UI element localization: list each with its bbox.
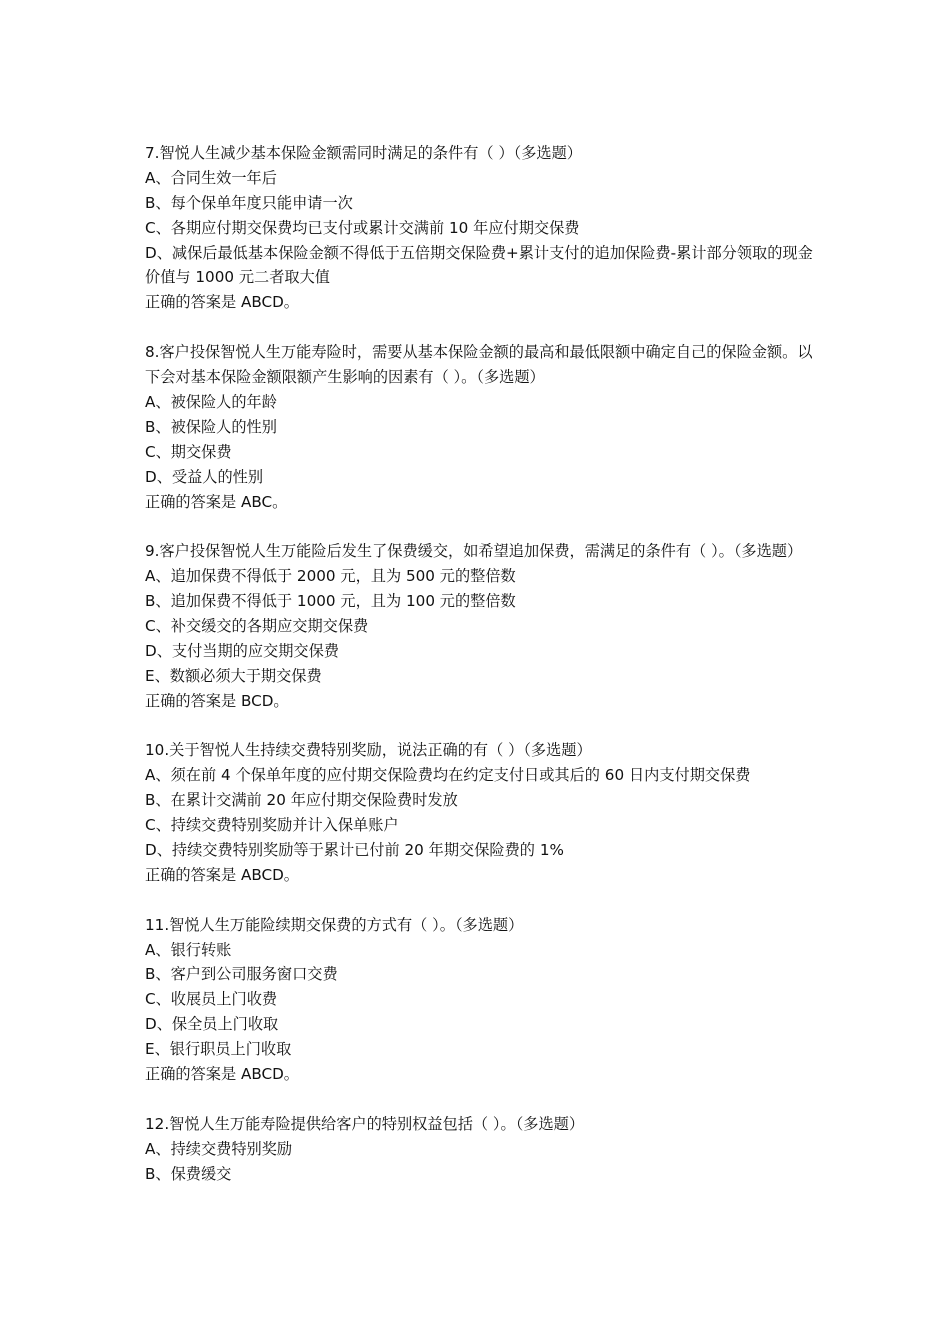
question-stem: 9.客户投保智悦人生万能险后发生了保费缓交，如希望追加保费，需满足的条件有（ ）。（多选题） bbox=[145, 542, 803, 561]
answer-line: 正确的答案是 BCD。 bbox=[145, 691, 289, 710]
question-stem: 10.关于智悦人生持续交费特别奖励，说法正确的有（ ）（多选题） bbox=[145, 741, 592, 760]
option-d: D、保全员上门收取 bbox=[145, 1015, 279, 1034]
option-b: B、在累计交满前 20 年应付期交保险费时发放 bbox=[145, 791, 458, 810]
answer-line: 正确的答案是 ABCD。 bbox=[145, 293, 299, 312]
option-a: A、须在前 4 个保单年度的应付期交保险费均在约定支付日或其后的 60 日内支付期交保费 bbox=[145, 766, 751, 785]
option-e: E、数额必须大于期交保费 bbox=[145, 666, 322, 685]
option-d: D、减保后最低基本保险金额不得低于五倍期交保险费+累计支付的追加保险费-累计部分领取的现金价值与 1000 元二者取大值 bbox=[145, 243, 813, 287]
question-8 bbox=[145, 340, 815, 514]
option-b: B、保费缓交 bbox=[145, 1164, 232, 1183]
question-stem: 11.智悦人生万能险续期交保费的方式有（ ）。（多选题） bbox=[145, 915, 524, 934]
answer-line: 正确的答案是 ABCD。 bbox=[145, 1065, 299, 1084]
question-11 bbox=[145, 913, 815, 1087]
option-c: C、期交保费 bbox=[145, 442, 232, 461]
option-b: B、客户到公司服务窗口交费 bbox=[145, 965, 338, 984]
option-a: A、被保险人的年龄 bbox=[145, 392, 277, 411]
question-stem: 8.客户投保智悦人生万能寿险时，需要从基本保险金额的最高和最低限额中确定自己的保险金额。以下会对基本保险金额限额产生影响的因素有（ ）。（多选题） bbox=[145, 343, 813, 387]
option-a: A、合同生效一年后 bbox=[145, 168, 277, 187]
option-b: B、每个保单年度只能申请一次 bbox=[145, 193, 353, 212]
question-stem: 7.智悦人生减少基本保险金额需同时满足的条件有（ ）（多选题） bbox=[145, 144, 582, 162]
answer-line: 正确的答案是 ABCD。 bbox=[145, 865, 299, 884]
question-9 bbox=[145, 539, 815, 713]
answer-line: 正确的答案是 ABC。 bbox=[145, 492, 288, 511]
option-b: B、追加保费不得低于 1000 元，且为 100 元的整倍数 bbox=[145, 592, 516, 611]
option-a: A、追加保费不得低于 2000 元，且为 500 元的整倍数 bbox=[145, 567, 516, 586]
option-c: C、补交缓交的各期应交期交保费 bbox=[145, 617, 369, 635]
question-12 bbox=[145, 1112, 815, 1187]
option-d: D、受益人的性别 bbox=[145, 467, 264, 486]
option-e: E、银行职员上门收取 bbox=[145, 1040, 292, 1059]
option-b: B、被保险人的性别 bbox=[145, 417, 277, 436]
question-7 bbox=[145, 141, 815, 315]
question-10 bbox=[145, 738, 815, 887]
option-c: C、持续交费特别奖励并计入保单账户 bbox=[145, 816, 399, 835]
option-d: D、支付当期的应交期交保费 bbox=[145, 641, 339, 660]
option-a: A、持续交费特别奖励 bbox=[145, 1139, 293, 1158]
document-body bbox=[145, 141, 815, 1211]
question-stem: 12.智悦人生万能寿险提供给客户的特别权益包括（ ）。（多选题） bbox=[145, 1114, 585, 1133]
option-c: C、各期应付期交保费均已支付或累计交满前 10 年应付期交保费 bbox=[145, 218, 580, 237]
option-a: A、银行转账 bbox=[145, 940, 232, 959]
option-c: C、收展员上门收费 bbox=[145, 990, 278, 1009]
option-d: D、持续交费特别奖励等于累计已付前 20 年期交保险费的 1% bbox=[145, 841, 564, 860]
